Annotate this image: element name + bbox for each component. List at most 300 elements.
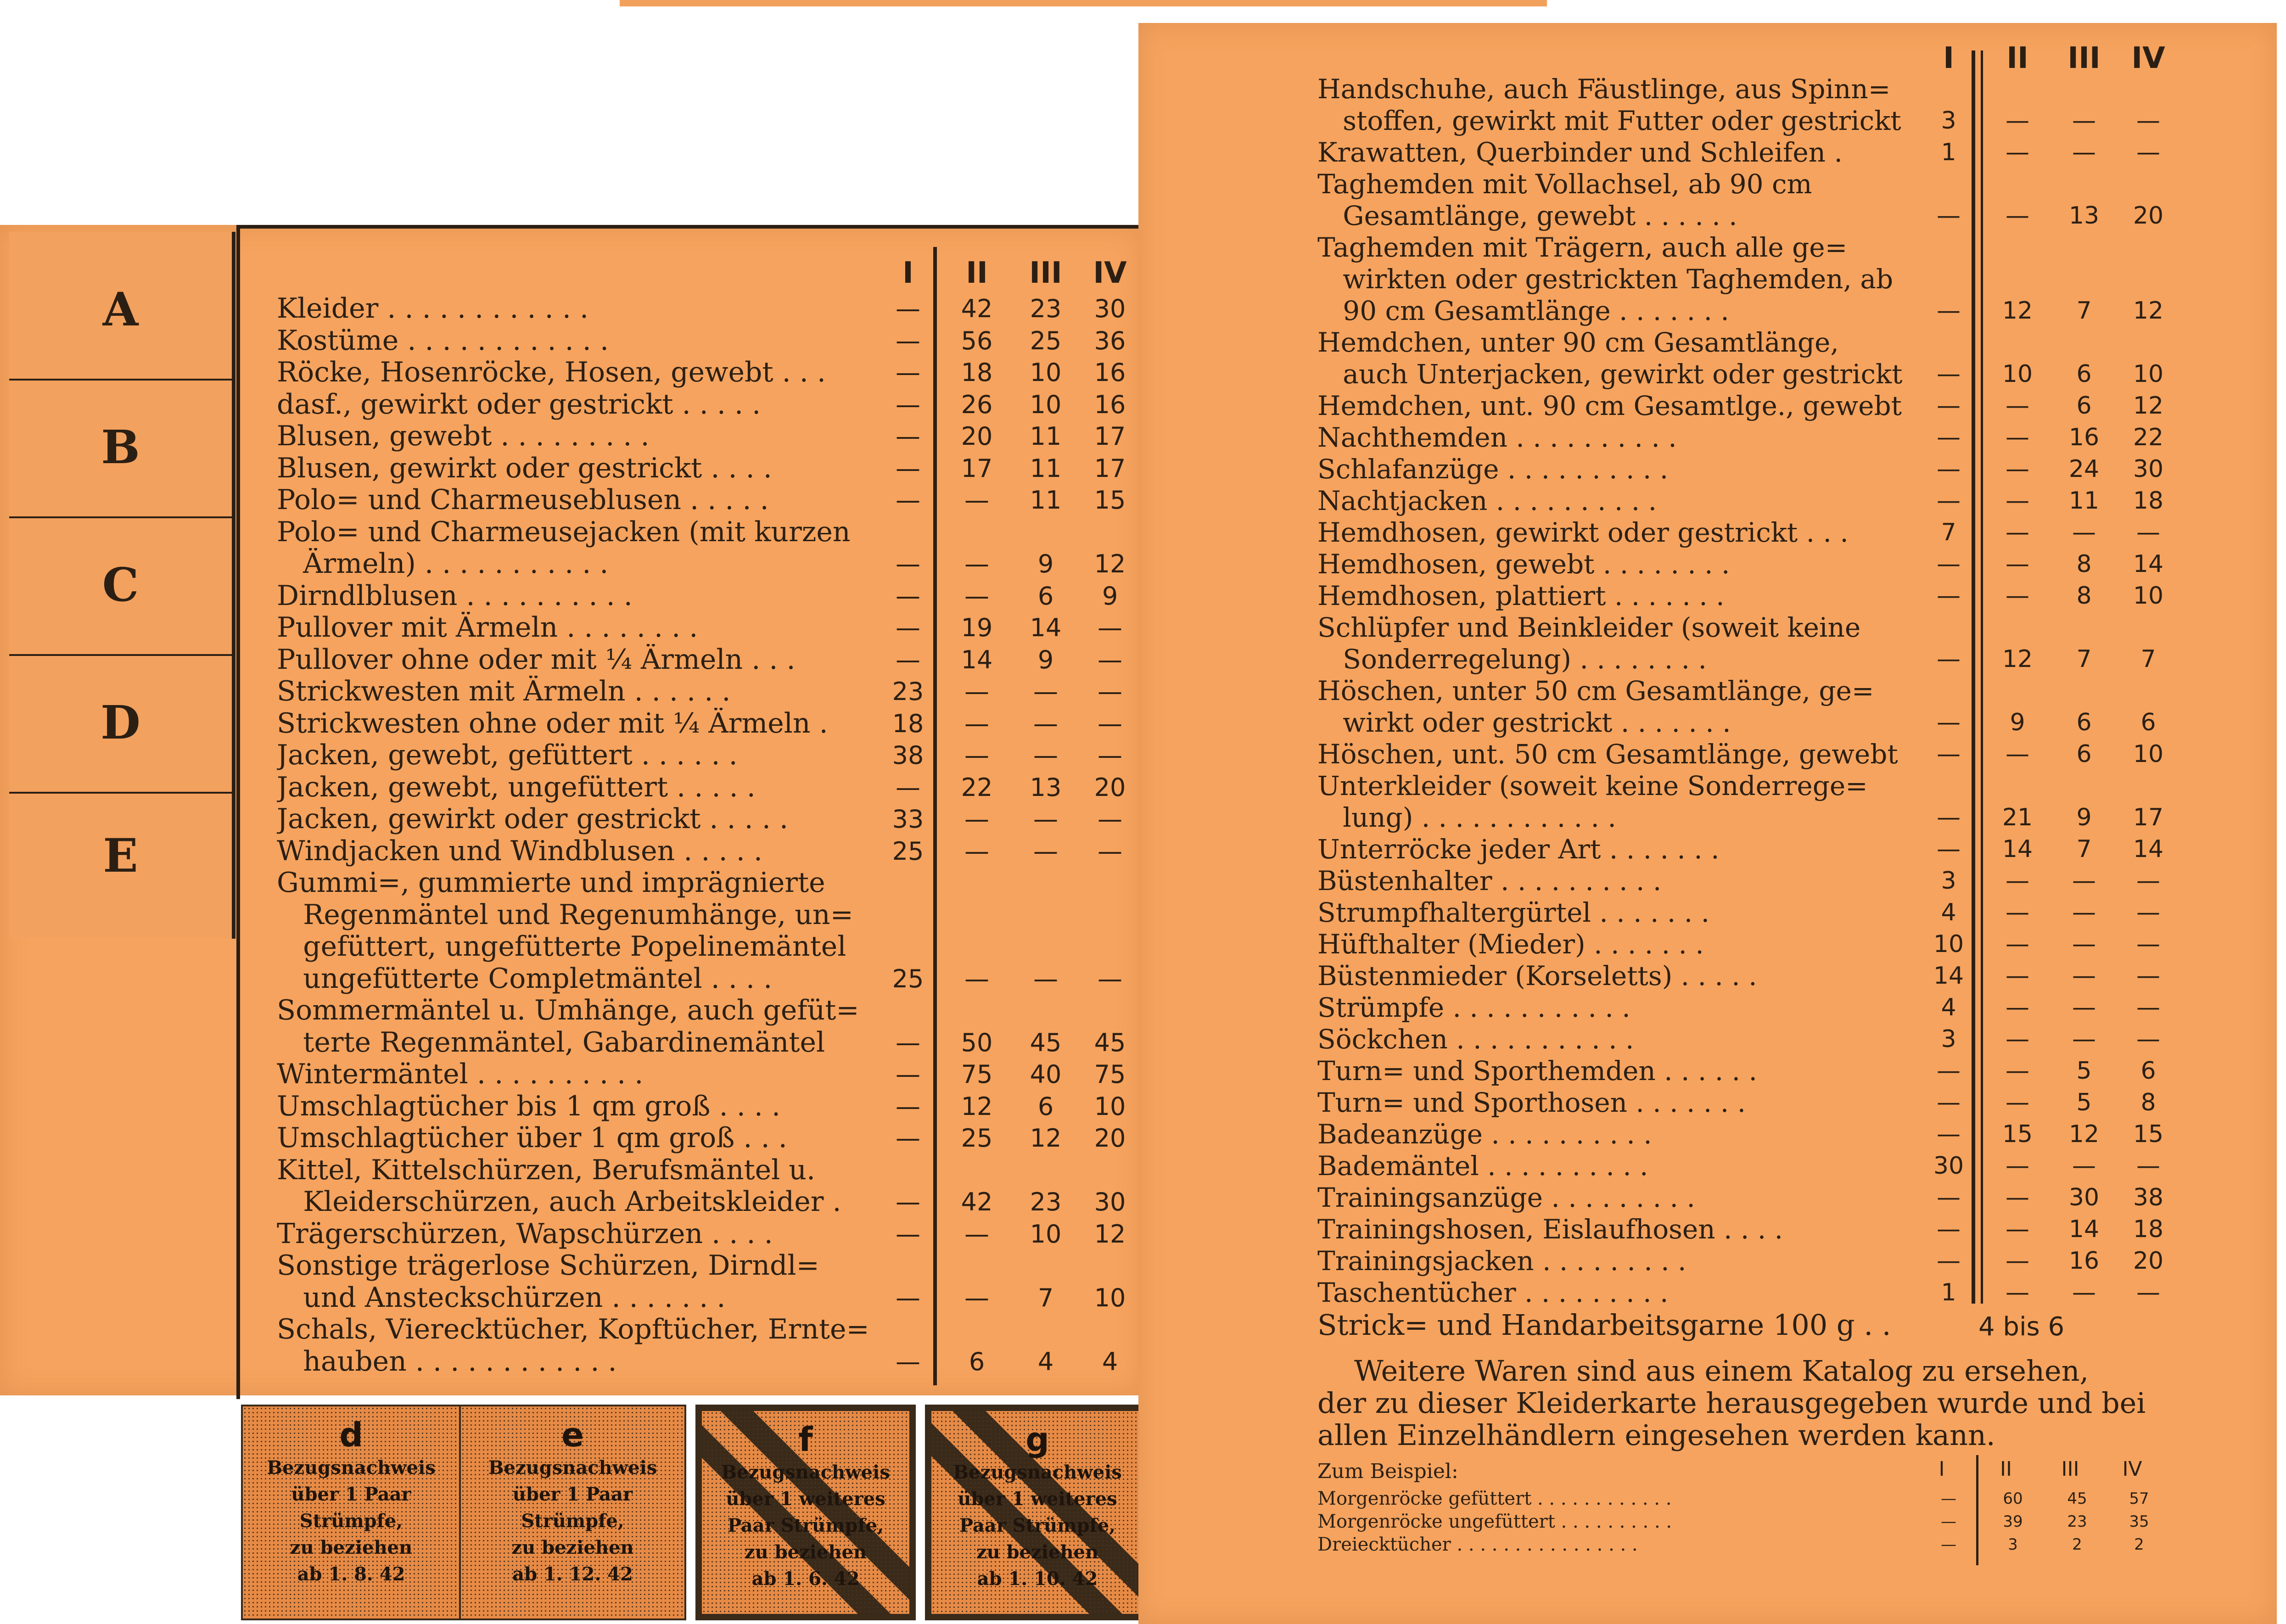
table-row (1317, 770, 2263, 802)
row-value-IV: 7 (2140, 645, 2156, 673)
row-value-IV: 12 (2133, 392, 2164, 420)
table-row (1317, 1487, 2263, 1510)
example-header-IV: IV (2122, 1457, 2142, 1481)
row-value-III: 13 (2068, 202, 2100, 230)
row-label: Röcke, Hosenröcke, Hosen, gewebt . . . (277, 357, 826, 388)
table-row (277, 389, 1140, 421)
row-value-II: — (964, 1283, 989, 1312)
table-row (1317, 1055, 2263, 1087)
row-value-III: 6 (1037, 581, 1054, 610)
row-value-II: — (964, 709, 989, 738)
row-label: Gummi=, gummierte und imprägnierte (277, 867, 825, 899)
row-value-III: — (1033, 964, 1058, 993)
table-row (1317, 422, 2263, 454)
table-row (277, 963, 1140, 995)
table-row (1317, 865, 2263, 897)
row-value-III: — (2072, 930, 2096, 958)
row-value-I: 38 (892, 741, 924, 770)
row-value-IV: 10 (2133, 582, 2164, 610)
table-row (1317, 897, 2263, 929)
row-value-III: — (1033, 677, 1058, 706)
coupon-text-line: ab 1. 8. 42 (297, 1563, 405, 1585)
row-value-III: 45 (1030, 1028, 1062, 1057)
row-label: Regenmäntel und Regenumhänge, un= (277, 899, 853, 931)
tab-letter-c: C (102, 558, 139, 612)
row-value-II: 12 (2002, 297, 2033, 325)
table-row (277, 548, 1140, 580)
row-label: lung) . . . . . . . . . . . . (1317, 802, 1616, 833)
row-value-III: — (2072, 1152, 2096, 1180)
coupon-text-line: ab 1. 12. 42 (512, 1563, 633, 1585)
row-label: Strumpfhaltergürtel . . . . . . . (1317, 897, 1710, 928)
row-value-II: — (964, 581, 989, 610)
row-value-III: 7 (2076, 297, 2092, 325)
row-label: Büstenhalter . . . . . . . . . . (1317, 865, 1662, 896)
letter-tab-strip (9, 232, 235, 939)
row-value-II: 17 (961, 454, 993, 483)
row-value-IV: — (2136, 994, 2160, 1021)
table-row (277, 899, 1140, 931)
table-row (1317, 1087, 2263, 1119)
row-value-IV: 4 (1102, 1347, 1118, 1376)
row-label: wirkten oder gestrickten Taghemden, ab (1317, 263, 1894, 295)
row-value-IV: — (2136, 519, 2160, 546)
table-row (1317, 675, 2263, 707)
row-value-III: — (2072, 1279, 2096, 1306)
row-label: 90 cm Gesamtlänge . . . . . . . (1317, 295, 1729, 326)
row-value-I: — (1937, 202, 1961, 230)
coupon-letter: e (561, 1416, 584, 1454)
coupon-text-line: Paar Strümpfe, (959, 1515, 1116, 1536)
row-label: Jacken, gewebt, gefüttert . . . . . . (277, 739, 738, 771)
row-value-III: 12 (1030, 1124, 1062, 1153)
row-value-I: 1 (1941, 1279, 1956, 1306)
row-label: Blusen, gewirkt oder gestrickt . . . . (277, 452, 772, 484)
row-value-II: — (2006, 107, 2029, 134)
table-row (1317, 1119, 2263, 1150)
row-value-I: — (896, 1283, 920, 1312)
row-value-II: — (2006, 424, 2029, 451)
yarn-value: 4 bis 6 (1978, 1312, 2065, 1342)
row-label: Schlüpfer und Beinkleider (soweit keine (1317, 612, 1861, 643)
row-label: Badeanzüge . . . . . . . . . . (1317, 1119, 1652, 1150)
row-label: Ärmeln) . . . . . . . . . . . (277, 548, 609, 580)
row-value-I: — (896, 486, 920, 515)
row-value-IV: — (1098, 613, 1122, 642)
coupon-row (241, 1405, 1154, 1620)
row-value-III: 16 (2068, 424, 2100, 451)
row-label: Hemdhosen, plattiert . . . . . . . (1317, 580, 1725, 611)
row-value-I: — (1937, 1215, 1961, 1243)
row-value-IV: 14 (2133, 835, 2164, 863)
row-value-I: — (896, 773, 920, 802)
table-row (277, 1027, 1140, 1059)
row-value-II: — (2006, 1057, 2029, 1085)
row-label: Höschen, unt. 50 cm Gesamtlänge, gewebt (1317, 739, 1898, 770)
row-value-III: 12 (2068, 1120, 2100, 1148)
left-header-II: II (966, 256, 988, 290)
row-value-III: — (2072, 994, 2096, 1021)
tab-divider (9, 792, 232, 794)
row-value-III: 14 (2068, 1215, 2100, 1243)
row-value-II: — (2006, 1279, 2029, 1306)
table-row (277, 1058, 1140, 1091)
table-row (1317, 1150, 2263, 1182)
row-value-II: — (2006, 962, 2029, 990)
table-row (1317, 517, 2263, 549)
table-row (1317, 1024, 2263, 1055)
coupon-letter: f (798, 1420, 813, 1459)
table-row (277, 357, 1140, 389)
coupon-text-line: über 1 Paar (512, 1484, 633, 1505)
row-label: Sonstige trägerlose Schürzen, Dirndl= (277, 1250, 819, 1282)
row-value-IV: — (2136, 139, 2160, 166)
row-value-II: — (2006, 487, 2029, 515)
coupon-text-line: über 1 Paar (291, 1484, 411, 1505)
table-row (277, 453, 1140, 485)
row-label: Taghemden mit Trägern, auch alle ge= (1317, 232, 1848, 263)
row-value-IV: — (1098, 741, 1122, 770)
row-value-IV: 14 (2133, 550, 2164, 578)
row-label: Hüfthalter (Mieder) . . . . . . . (1317, 929, 1704, 960)
row-value-III: — (2072, 899, 2096, 926)
row-value-IV: — (1098, 709, 1122, 738)
tab-divider (9, 516, 232, 518)
row-value-II: 50 (961, 1028, 993, 1057)
row-label: Morgenröcke gefüttert . . . . . . . . . . . . (1317, 1488, 1672, 1509)
row-value-II: 25 (961, 1124, 993, 1153)
row-value-II: 19 (961, 613, 993, 642)
row-value-III: 6 (2076, 709, 2092, 736)
coupon-strip (239, 1386, 1143, 1395)
row-label: Trainingsanzüge . . . . . . . . . (1317, 1182, 1695, 1213)
table-row (1317, 929, 2263, 960)
row-label: terte Regenmäntel, Gabardinemäntel (277, 1026, 825, 1058)
row-value-IV: 12 (1094, 549, 1126, 578)
example-header-II: II (2000, 1457, 2012, 1481)
row-value-III: 23 (2067, 1512, 2087, 1531)
row-value-III: — (1033, 741, 1058, 770)
row-value-IV: 36 (1094, 326, 1126, 355)
row-value-III: 11 (1030, 454, 1062, 483)
row-value-II: — (2006, 139, 2029, 166)
table-row (1317, 454, 2263, 485)
coupon-e[interactable] (459, 1405, 686, 1620)
row-value-IV: 38 (2133, 1184, 2164, 1211)
row-value-II: — (2006, 930, 2029, 958)
row-value-I: — (1941, 1490, 1956, 1508)
row-value-I: — (896, 1124, 920, 1153)
row-label: Söckchen . . . . . . . . . . . (1317, 1024, 1634, 1055)
row-label: gefüttert, ungefütterte Popelinemäntel (277, 931, 846, 963)
row-value-I: — (1937, 582, 1961, 610)
row-label: Strickwesten mit Ärmeln . . . . . . (277, 676, 731, 707)
table-row (1317, 1214, 2263, 1245)
row-value-IV: 10 (1094, 1283, 1126, 1312)
right-header-I: I (1943, 41, 1954, 75)
row-value-IV: 18 (2133, 487, 2164, 515)
row-label: Bademäntel . . . . . . . . . . (1317, 1150, 1648, 1182)
row-value-I: — (1937, 550, 1961, 578)
left-table (236, 225, 1147, 1399)
row-value-II: 14 (961, 645, 993, 674)
table-row (277, 484, 1140, 516)
row-value-III: — (2072, 962, 2096, 990)
row-label: Trainingshosen, Eislaufhosen . . . . (1317, 1214, 1783, 1245)
row-value-I: 14 (1933, 962, 1964, 990)
table-row (1317, 485, 2263, 517)
row-label: Turn= und Sporthemden . . . . . . (1317, 1055, 1757, 1086)
row-value-III: 7 (1037, 1283, 1054, 1312)
row-value-II: — (2006, 994, 2029, 1021)
row-value-III: 11 (1030, 486, 1062, 515)
row-value-IV: 20 (1094, 1124, 1126, 1153)
table-row (1317, 549, 2263, 580)
row-value-III: 10 (1030, 358, 1062, 387)
row-value-IV: — (2136, 867, 2160, 895)
row-value-II: — (2006, 1025, 2029, 1053)
row-value-III: 9 (1037, 645, 1054, 674)
tab-letter-b: B (101, 420, 140, 474)
row-value-I: — (1937, 835, 1961, 863)
table-row (1317, 1533, 2263, 1556)
row-value-III: 7 (2076, 835, 2092, 863)
row-label: Schlafanzüge . . . . . . . . . . (1317, 454, 1669, 485)
row-value-IV: 30 (1094, 1187, 1126, 1216)
row-value-II: 9 (2010, 709, 2025, 736)
row-label: Taschentücher . . . . . . . . . (1317, 1277, 1669, 1308)
row-value-II: — (2006, 1247, 2029, 1275)
row-value-I: — (896, 422, 920, 451)
row-label: Umschlagtücher über 1 qm groß . . . (277, 1122, 787, 1154)
left-row-list (277, 293, 1140, 1394)
table-row (277, 580, 1140, 612)
row-label: Turn= und Sporthosen . . . . . . . (1317, 1087, 1746, 1118)
row-value-IV: — (2136, 1152, 2160, 1180)
table-row (1317, 1245, 2263, 1277)
row-value-II: — (2006, 899, 2029, 926)
row-value-IV: 18 (2133, 1215, 2164, 1243)
row-value-II: 60 (2003, 1490, 2023, 1508)
row-value-II: 10 (2002, 360, 2033, 388)
yarn-label: Strick= und Handarbeitsgarne 100 g . . (1317, 1308, 1891, 1342)
row-value-IV: — (1098, 964, 1122, 993)
row-value-II: — (2006, 867, 2029, 895)
row-value-I: — (1937, 360, 1961, 388)
row-value-IV: 6 (2140, 709, 2156, 736)
row-label: Windjacken und Windblusen . . . . . (277, 835, 762, 867)
row-value-I: 30 (1933, 1152, 1964, 1180)
row-value-IV: — (2136, 1025, 2160, 1053)
row-value-I: 18 (892, 709, 924, 738)
row-value-III: 23 (1030, 1187, 1062, 1216)
row-value-II: — (964, 549, 989, 578)
row-value-IV: 30 (2133, 455, 2164, 483)
table-row (277, 772, 1140, 804)
row-label: dasf., gewirkt oder gestrickt . . . . . (277, 388, 761, 420)
row-label: Taghemden mit Vollachsel, ab 90 cm (1317, 168, 1812, 200)
row-label: Blusen, gewebt . . . . . . . . . (277, 420, 650, 452)
coupon-d[interactable] (241, 1405, 461, 1620)
row-value-II: 6 (969, 1347, 985, 1376)
row-value-IV: 20 (2133, 1247, 2164, 1275)
row-value-I: — (1937, 1089, 1961, 1116)
row-label: Sonderregelung) . . . . . . . . (1317, 644, 1707, 675)
coupon-text-line: Bezugsnachweis (267, 1457, 436, 1478)
row-label: Trainingsjacken . . . . . . . . . (1317, 1245, 1686, 1277)
left-header-III: III (1029, 256, 1062, 290)
row-value-II: 21 (2002, 804, 2033, 831)
row-value-II: — (964, 805, 989, 834)
row-value-I: — (1937, 1184, 1961, 1211)
row-value-I: — (1941, 1535, 1956, 1554)
row-value-IV: 12 (2133, 297, 2164, 325)
tab-divider (9, 654, 232, 656)
coupon-text-line: Bezugsnachweis (721, 1462, 890, 1483)
left-header-I: I (902, 256, 913, 290)
row-value-III: — (2072, 867, 2096, 895)
row-value-III: 4 (1037, 1347, 1054, 1376)
row-value-I: 3 (1941, 867, 1956, 895)
table-row (1317, 73, 2263, 105)
row-value-II: — (964, 677, 989, 706)
row-value-IV: 2 (2134, 1535, 2144, 1554)
table-row (277, 931, 1140, 963)
row-label: Handschuhe, auch Fäustlinge, aus Spinn= (1317, 73, 1891, 105)
coupon-text-line: zu beziehen (290, 1537, 413, 1558)
row-label: Dirndlblusen . . . . . . . . . . (277, 580, 633, 612)
table-row (277, 1122, 1140, 1154)
row-value-I: — (896, 294, 920, 323)
row-value-III: 14 (1030, 613, 1062, 642)
row-label: Umschlagtücher bis 1 qm groß . . . . (277, 1090, 781, 1122)
row-value-IV: 45 (1094, 1028, 1126, 1057)
table-row (277, 420, 1140, 453)
row-value-III: 30 (2068, 1184, 2100, 1211)
row-value-III: 25 (1030, 326, 1062, 355)
row-label: Jacken, gewebt, ungefüttert . . . . . (277, 771, 756, 803)
coupon-text-line: ab 1. 10. 42 (977, 1568, 1098, 1590)
row-value-II: — (964, 741, 989, 770)
row-value-I: — (1937, 455, 1961, 483)
row-value-III: 6 (2076, 360, 2092, 388)
row-value-I: — (896, 358, 920, 387)
row-value-IV: — (1098, 677, 1122, 706)
row-value-II: — (2006, 519, 2029, 546)
table-row (277, 1186, 1140, 1218)
table-row (277, 1154, 1140, 1187)
row-value-I: — (1937, 392, 1961, 420)
row-value-I: — (896, 645, 920, 674)
row-value-I: — (1937, 645, 1961, 673)
row-value-II: 12 (961, 1092, 993, 1121)
row-value-I: 25 (892, 836, 924, 866)
row-value-II: 14 (2002, 835, 2033, 863)
table-row (277, 867, 1140, 899)
row-label: Nachtjacken . . . . . . . . . . (1317, 485, 1657, 516)
row-value-III: 24 (2068, 455, 2100, 483)
coupon-text-line: Bezugsnachweis (488, 1457, 657, 1478)
example-header-I: I (1939, 1457, 1945, 1481)
row-value-I: — (1937, 424, 1961, 451)
row-value-II: — (2006, 1215, 2029, 1243)
row-label: Unterkleider (soweit keine Sonderrege= (1317, 770, 1868, 801)
table-row (1317, 612, 2263, 644)
table-row (277, 325, 1140, 357)
row-value-IV: 22 (2133, 424, 2164, 451)
row-value-III: 5 (2076, 1057, 2092, 1085)
coupon-letter: d (339, 1416, 363, 1454)
table-row (1317, 960, 2263, 992)
row-value-IV: — (2136, 930, 2160, 958)
table-row (277, 1218, 1140, 1250)
row-value-II: 12 (2002, 645, 2033, 673)
row-value-II: — (2006, 550, 2029, 578)
row-label: Morgenröcke ungefüttert . . . . . . . . . . (1317, 1511, 1672, 1532)
row-value-I: 4 (1941, 899, 1956, 926)
row-label: Nachthemden . . . . . . . . . . (1317, 422, 1677, 453)
row-value-III: 10 (1030, 390, 1062, 419)
row-label: Pullover mit Ärmeln . . . . . . . . (277, 612, 698, 644)
table-row (1317, 232, 2263, 263)
row-value-IV: 57 (2129, 1490, 2149, 1508)
row-value-I: — (1937, 740, 1961, 768)
table-row (277, 1314, 1140, 1346)
row-value-I: — (896, 613, 920, 642)
table-row (277, 739, 1140, 772)
table-row (1317, 834, 2263, 865)
row-value-IV: 15 (2133, 1120, 2164, 1148)
row-value-I: — (896, 1219, 920, 1249)
row-value-II: — (2006, 202, 2029, 230)
table-row (1317, 295, 2263, 327)
row-value-I: 3 (1941, 1025, 1956, 1053)
row-value-IV: 20 (2133, 202, 2164, 230)
coupon-letter: g (1025, 1420, 1049, 1459)
table-row (277, 516, 1140, 549)
table-row (1317, 200, 2263, 232)
row-value-IV: 16 (1094, 358, 1126, 387)
row-label: Wintermäntel . . . . . . . . . . (277, 1058, 644, 1090)
right-header-III: III (2067, 41, 2101, 75)
table-row (1317, 1510, 2263, 1533)
row-value-IV: — (1098, 805, 1122, 834)
row-label: Schals, Vierecktücher, Kopftücher, Ernte= (277, 1314, 869, 1345)
coupon-text-line: zu beziehen (744, 1541, 867, 1563)
row-value-IV: 35 (2129, 1512, 2149, 1531)
row-label: Jacken, gewirkt oder gestrickt . . . . . (277, 803, 789, 835)
row-label: Kittel, Kittelschürzen, Berufsmäntel u. (277, 1154, 816, 1186)
row-label: Polo= und Charmeuseblusen . . . . . (277, 484, 769, 516)
row-value-II: — (2006, 455, 2029, 483)
coupon-text-line: über 1 weiteres (958, 1488, 1117, 1510)
table-row (1317, 707, 2263, 739)
row-label: Hemdhosen, gewebt . . . . . . . . (1317, 549, 1730, 580)
table-row (1317, 390, 2263, 422)
row-value-I: — (896, 1347, 920, 1376)
row-value-IV: 6 (2140, 1057, 2156, 1085)
coupon-f[interactable] (695, 1405, 916, 1620)
row-value-I: — (896, 1187, 920, 1216)
row-value-I: — (896, 1028, 920, 1057)
coupon-text-line: Bezugsnachweis (953, 1462, 1122, 1483)
row-value-I: — (896, 549, 920, 578)
row-value-III: 13 (1030, 773, 1062, 802)
example-title: Zum Beispiel: (1317, 1460, 1458, 1483)
coupon-g[interactable] (925, 1405, 1150, 1620)
row-label: Gesamtlänge, gewebt . . . . . . (1317, 200, 1737, 231)
row-value-IV: 20 (1094, 773, 1126, 802)
